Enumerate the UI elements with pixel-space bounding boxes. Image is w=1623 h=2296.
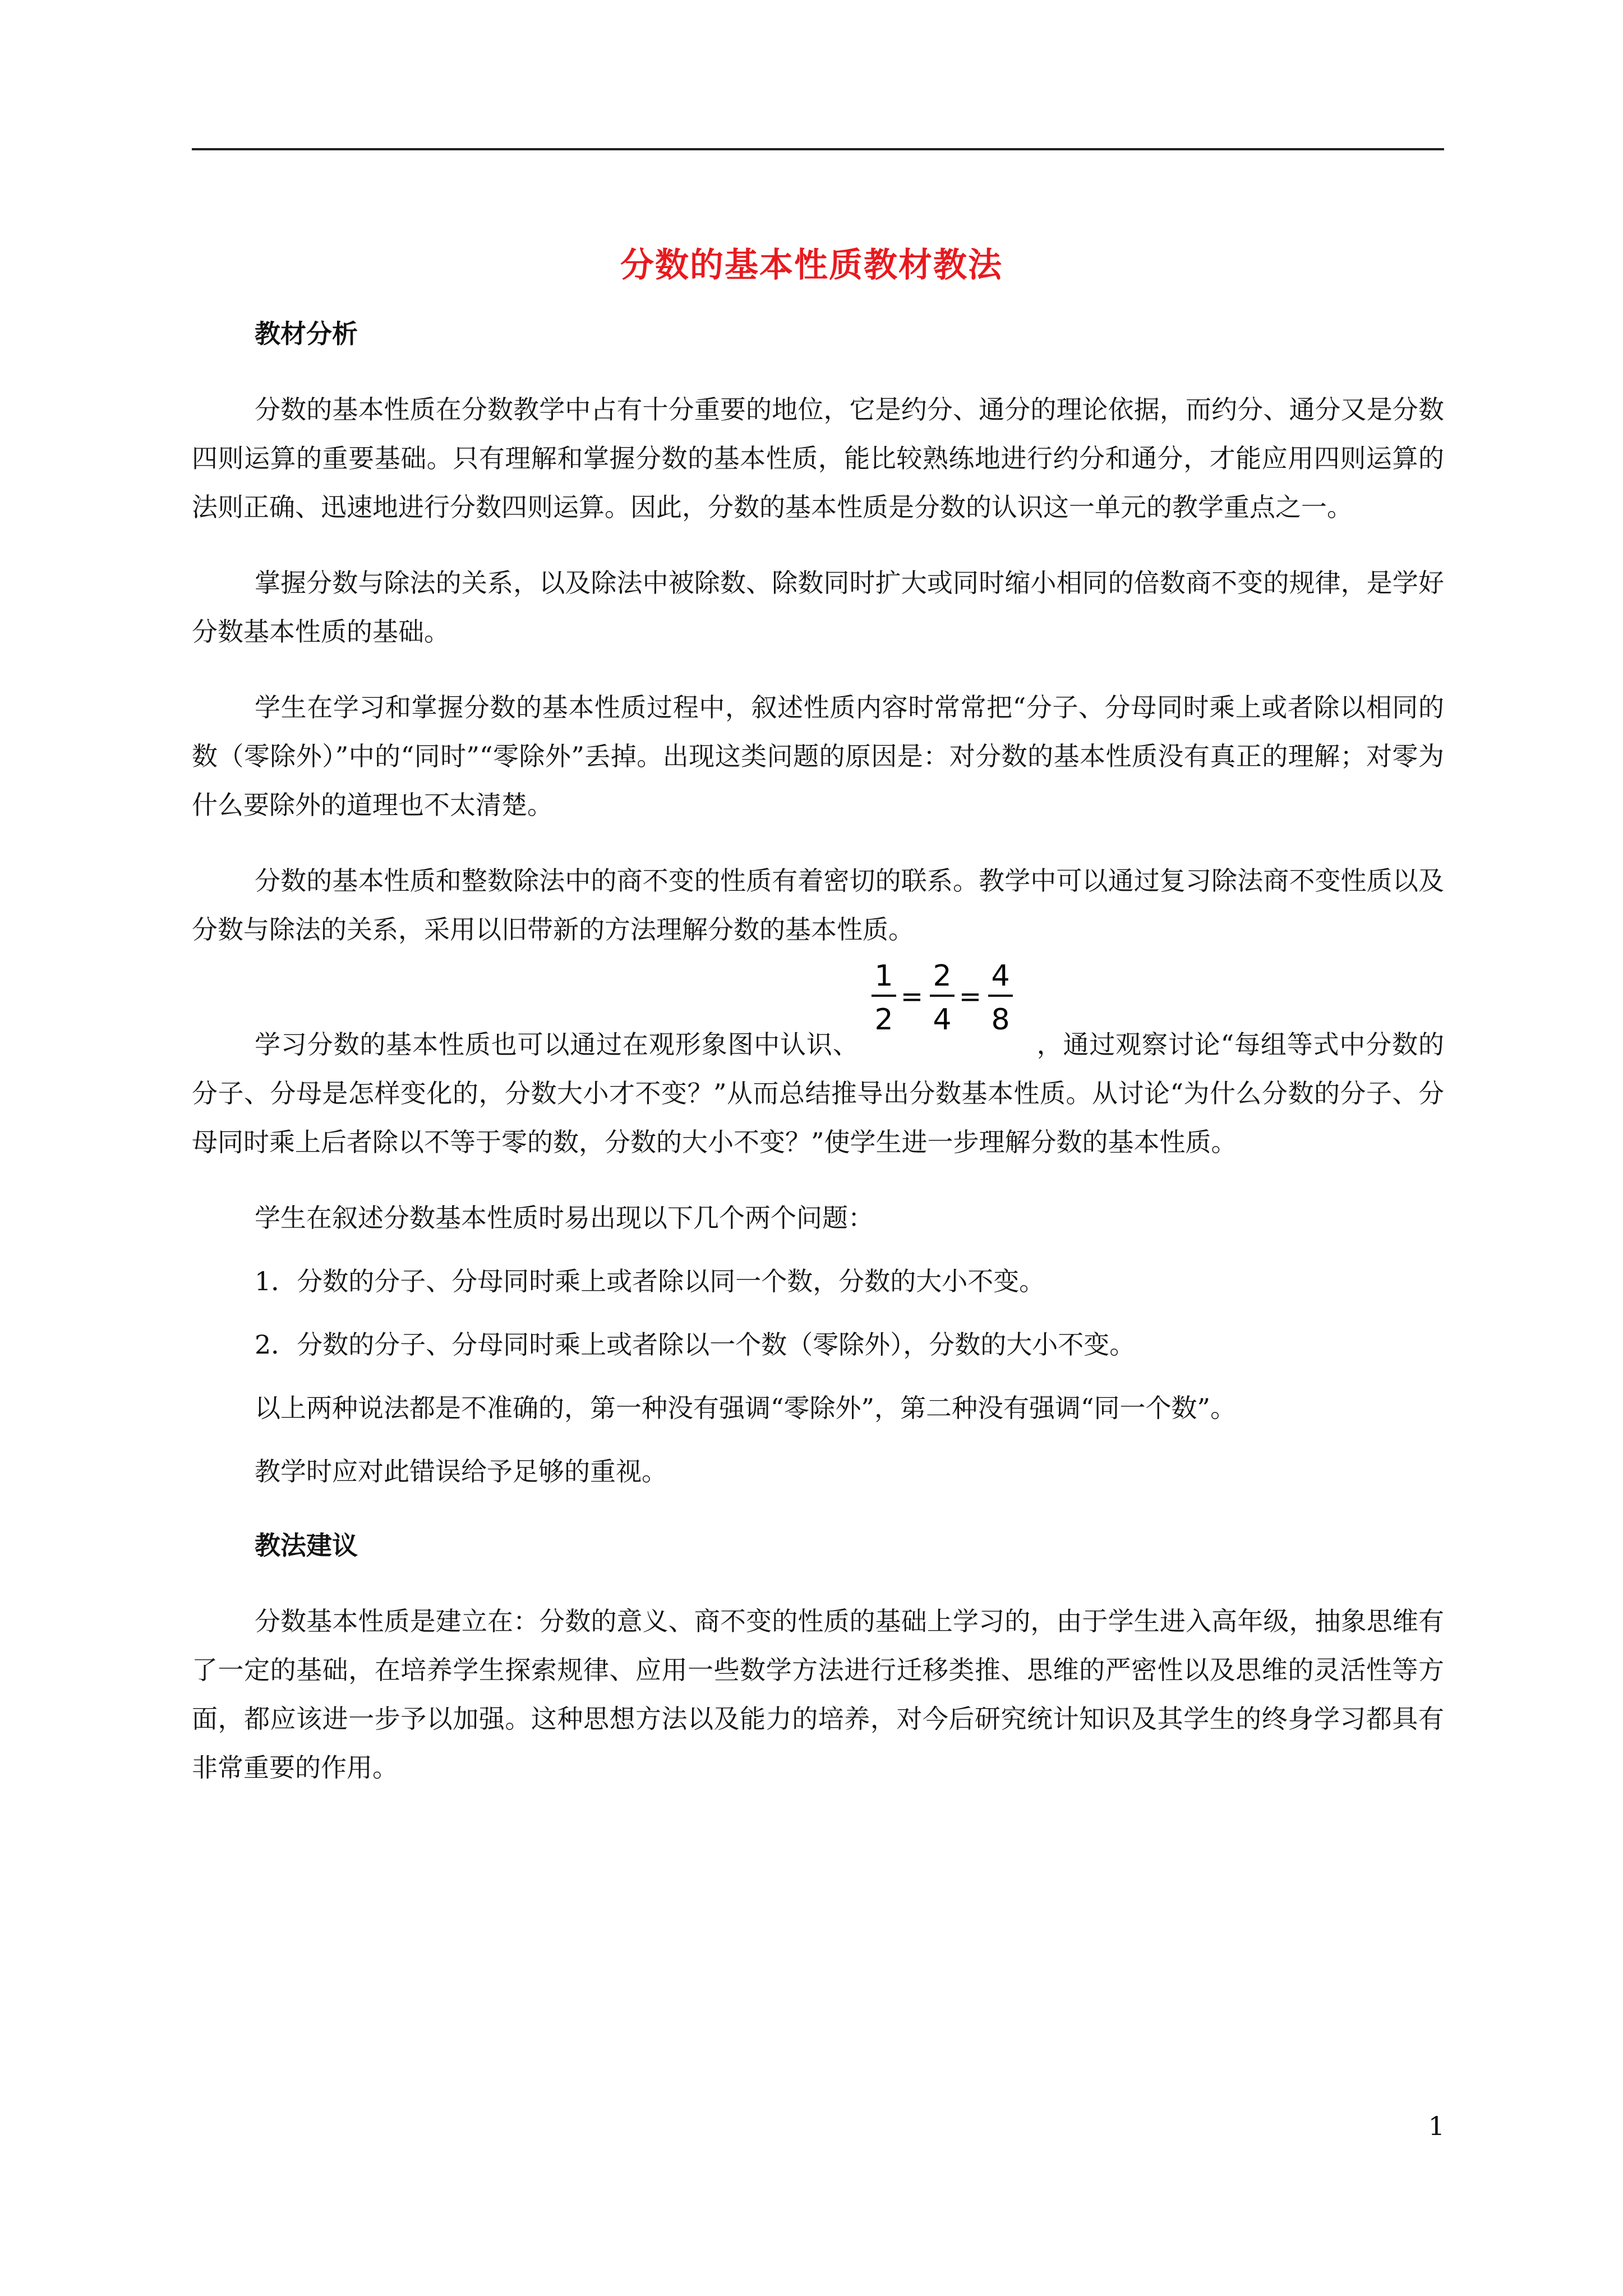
list-item: 1．分数的分子、分母同时乘上或者除以同一个数，分数的大小不变。 — [255, 1266, 1045, 1296]
fraction-equation — [864, 959, 1032, 1053]
paragraph: 学生在学习和掌握分数的基本性质过程中，叙述性质内容时常常把“分子、分母同时乘上或者除以相同的数（零除外）”中的“同时”“零除外”丢掉。出现这类问题的原因是：对分数的基本性质没有真正的理解；对零为什么要除外的道理也不太清楚。 — [192, 692, 1444, 820]
document-body — [192, 311, 1444, 1819]
fraction-1-numerator: 1 — [874, 959, 893, 993]
fraction-1-denominator: 2 — [874, 1003, 893, 1037]
header-rule — [192, 148, 1444, 150]
fraction-equation-graphic — [864, 951, 1032, 1046]
fraction-3-numerator: 4 — [991, 959, 1010, 993]
paragraph: 以上两种说法都是不准确的，第一种没有强调“零除外”，第二种没有强调“同一个数”。 — [255, 1393, 1237, 1423]
list-item: 2．分数的分子、分母同时乘上或者除以一个数（零除外），分数的大小不变。 — [255, 1329, 1136, 1360]
document-title: 分数的基本性质教材教法 — [620, 246, 1003, 286]
paragraph: 分数的基本性质在分数教学中占有十分重要的地位，它是约分、通分的理论依据，而约分、通分又是分数四则运算的重要基础。只有理解和掌握分数的基本性质，能比较熟练地进行约分和通分，才能应用四则运算的法则正确、迅速地进行分数四则运算。因此，分数的基本性质是分数的认识这一单元的教学重点之一。 — [192, 394, 1444, 522]
paragraph: 分数基本性质是建立在：分数的意义、商不变的性质的基础上学习的，由于学生进入高年级，抽象思维有了一定的基础，在培养学生探索规律、应用一些数学方法进行迁移类推、思维的严密性以及思维的灵活性等方面，都应该进一步予以加强。这种思想方法以及能力的培养，对今后研究统计知识及其学生的终身学习都具有非常重要的作用。 — [192, 1606, 1444, 1783]
paragraph: 教学时应对此错误给予足够的重视。 — [255, 1456, 667, 1487]
equals-sign: = — [958, 981, 981, 1013]
fraction-3-denominator: 8 — [991, 1003, 1010, 1037]
paragraph: 掌握分数与除法的关系，以及除法中被除数、除数同时扩大或同时缩小相同的倍数商不变的规律，是学好分数基本性质的基础。 — [192, 568, 1444, 647]
paragraph: 分数的基本性质和整数除法中的商不变的性质有着密切的联系。教学中可以通过复习除法商不变性质以及分数与除法的关系，采用以旧带新的方法理解分数的基本性质。 — [192, 866, 1444, 945]
formula-trail-text: ，通过观察讨论“每组等式中分数的分子、分母是怎样变化的，分数大小才不变？”从而总结推导出分数基本性质。从讨论“为什么分数的分子、分母同时乘上后者除以不等于零的数，分数的大小不变？”使学生进一步理解分数的基本性质。 — [192, 1029, 1444, 1157]
equals-sign: = — [900, 981, 923, 1013]
paragraph-with-formula — [192, 959, 1444, 1167]
fraction-2-denominator: 4 — [933, 1003, 952, 1037]
page-number: 1 — [1428, 2111, 1445, 2141]
section-heading-analysis: 教材分析 — [255, 319, 358, 349]
formula-lead-text: 学习分数的基本性质也可以通过在观形象图中认识、 — [255, 1029, 859, 1060]
section-heading-suggestions: 教法建议 — [255, 1530, 358, 1561]
paragraph: 学生在叙述分数基本性质时易出现以下几个两个问题： — [255, 1203, 874, 1233]
fraction-2-numerator: 2 — [933, 959, 952, 993]
